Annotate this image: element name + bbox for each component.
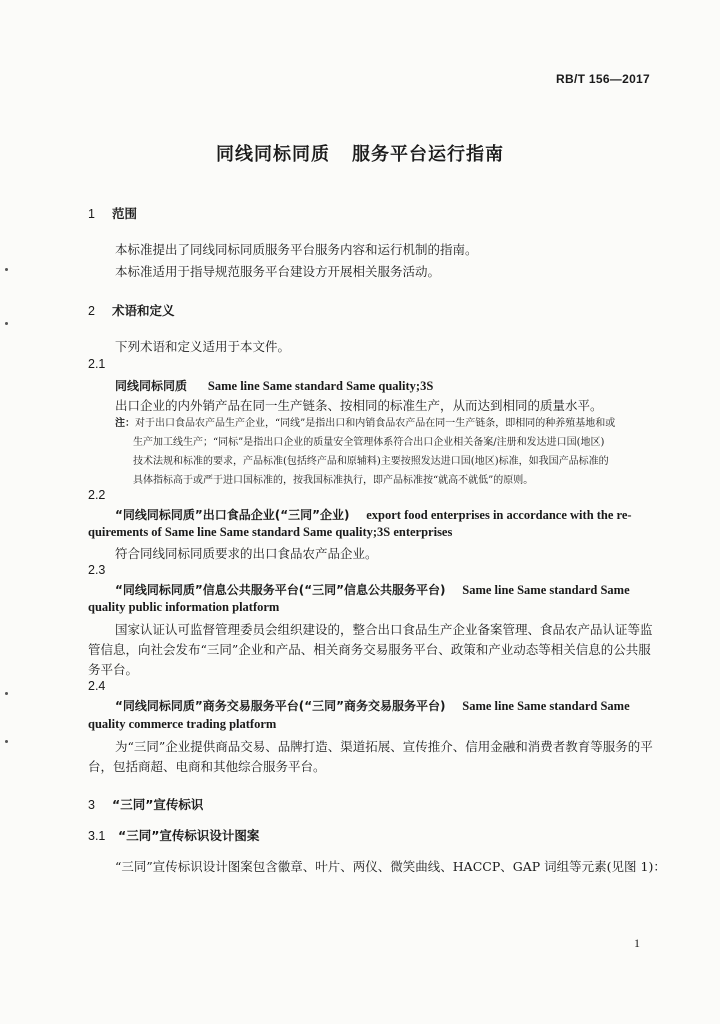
section-title: 术语和定义 (112, 303, 175, 318)
term-2-1-definition: 出口企业的内外销产品在同一生产链条、按相同的标准生产，从而达到相同的质量水平。 (115, 398, 603, 413)
term-en-continued: quality commerce trading platform (88, 717, 277, 731)
term-2-4-title-line-1 (115, 697, 630, 714)
section-1-paragraph-2: 本标准适用于指导规范服务平台建设方开展相关服务活动。 (115, 264, 441, 279)
note-label: 注： (115, 418, 135, 429)
term-2-4-number: 2.4 (88, 679, 106, 693)
section-2-intro: 下列术语和定义适用于本文件。 (115, 339, 291, 354)
section-number: 3.1 (88, 829, 106, 843)
note-text: 对于出口食品农产品生产企业，“同线”是指出口和内销食品农产品在同一生产链条，即相同的种养殖基地和或 (135, 418, 616, 429)
section-number: 3 (88, 798, 95, 812)
term-2-4-title-line-2 (88, 717, 276, 732)
term-en: Same line Same standard Same (462, 699, 630, 713)
term-2-2-title-line-2 (88, 525, 452, 540)
term-2-3-definition-line-2: 管信息，向社会发布“三同”企业和产品、相关商务交易服务平台、政策和产业动态等相关信息的公共服 (88, 642, 651, 657)
section-3-1-text: “三同”宣传标识设计图案包含徽章、叶片、两仪、微笑曲线、HACCP、GAP 词组等元素(见图 1)： (115, 859, 666, 874)
section-title: “三同”宣传标识 (112, 797, 204, 812)
section-title: “三同”宣传标识设计图案 (118, 828, 260, 843)
term-2-3-title-line-2 (88, 600, 279, 615)
section-number: 2 (88, 304, 95, 318)
section-title: 范围 (112, 206, 138, 221)
term-2-3-definition-line-1: 国家认证认可监督管理委员会组织建设的，整合出口食品生产企业备案管理、食品农产品认证等监 (115, 622, 653, 637)
term-2-1-note-line-2: 生产加工线生产；“同标”是指出口企业的质量安全管理体系符合出口企业相关备案/注册和发达进口国(地区) (133, 437, 605, 448)
title-part-1: 同线同标同质 (216, 144, 330, 165)
term-cn: “同线同标同质”信息公共服务平台(“三同”信息公共服务平台) (115, 583, 446, 597)
term-2-2-definition: 符合同线同标同质要求的出口食品农产品企业。 (115, 546, 378, 561)
scan-mark (5, 322, 8, 325)
term-en: export food enterprises in accordance with the re- (366, 508, 632, 522)
term-2-3-title-line-1 (115, 581, 630, 598)
section-1-heading (88, 204, 137, 222)
section-3-heading (88, 795, 203, 813)
term-cn: “同线同标同质”出口食品企业(“三同”企业) (115, 508, 350, 522)
document-title (0, 140, 720, 166)
page-number: 1 (634, 936, 640, 950)
term-cn: 同线同标同质 (115, 379, 188, 393)
section-2-heading (88, 301, 175, 319)
term-cn: “同线同标同质”商务交易服务平台(“三同”商务交易服务平台) (115, 699, 446, 713)
term-2-2-title-line-1 (115, 506, 632, 523)
term-2-2-number: 2.2 (88, 488, 106, 502)
term-en: Same line Same standard Same (462, 583, 630, 597)
term-2-3-definition-line-3: 务平台。 (88, 662, 139, 677)
section-number: 1 (88, 207, 95, 221)
term-2-1-title (115, 377, 433, 394)
term-2-4-definition-line-1: 为“三同”企业提供商品交易、品牌打造、渠道拓展、宣传推介、信用金融和消费者教育等服务的平 (115, 739, 653, 754)
term-2-1-note-line-3: 技术法规和标准的要求，产品标准(包括终产品和原辅料)主要按照发达进口国(地区)标准，如我国产品标准的 (133, 456, 609, 467)
term-2-1-note-line-1 (115, 414, 615, 429)
term-en-continued: quirements of Same line Same standard Same quality;3S enterprises (88, 525, 453, 539)
term-2-3-number: 2.3 (88, 563, 106, 577)
term-2-1-note-line-4: 具体指标高于或严于进口国标准的，按我国标准执行，即产品标准按“就高不就低”的原则。 (133, 475, 534, 486)
term-en-continued: quality public information platform (88, 600, 280, 614)
term-en: Same line Same standard Same quality;3S (207, 379, 434, 393)
section-3-1-heading (88, 826, 259, 844)
scan-mark (5, 692, 8, 695)
standard-number: RB/T 156—2017 (556, 72, 650, 86)
section-1-paragraph-1: 本标准提出了同线同标同质服务平台服务内容和运行机制的指南。 (115, 242, 478, 257)
scan-mark (5, 740, 8, 743)
title-part-2: 服务平台运行指南 (352, 144, 504, 165)
scan-mark (5, 268, 8, 271)
term-2-1-number: 2.1 (88, 357, 106, 371)
term-2-4-definition-line-2: 台，包括商超、电商和其他综合服务平台。 (88, 759, 326, 774)
